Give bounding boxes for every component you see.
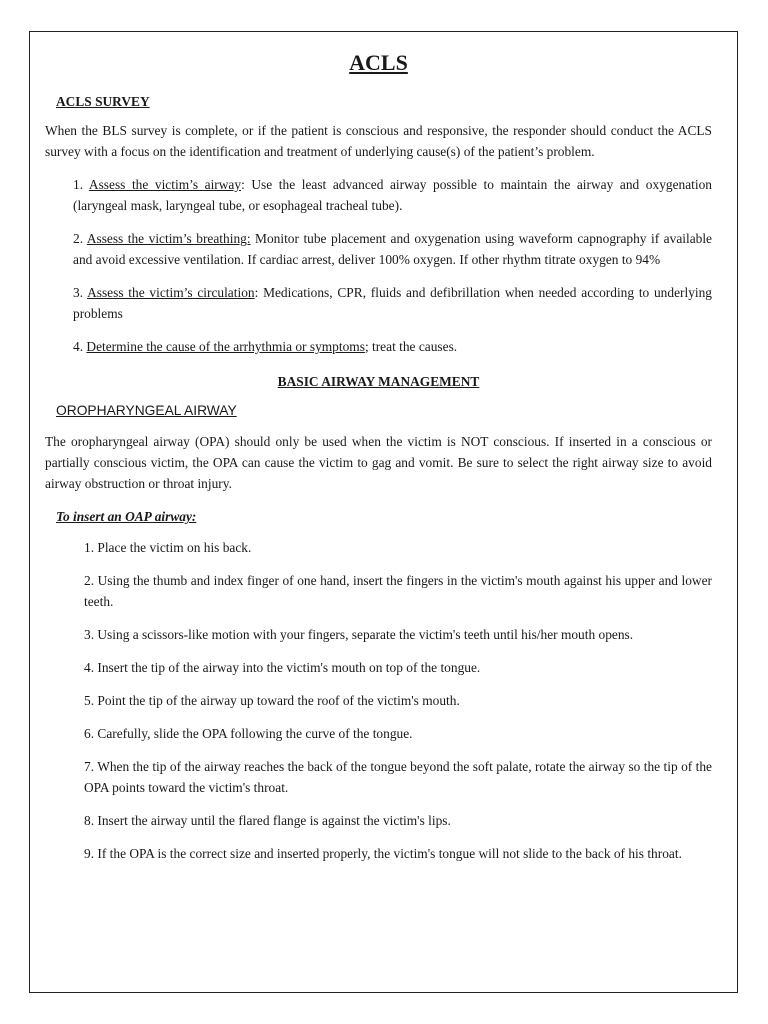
basic-airway-heading: BASIC AIRWAY MANAGEMENT bbox=[277, 374, 480, 389]
opa-step: 2. Using the thumb and index finger of one hand, insert the fingers in the victim's mouth against his upper and lower teeth. bbox=[84, 573, 712, 609]
oropharyngeal-heading: OROPHARYNGEAL AIRWAY bbox=[56, 403, 237, 418]
insert-opa-heading: To insert an OAP airway: bbox=[56, 509, 197, 524]
opa-step: 5. Point the tip of the airway up toward the roof of the victim's mouth. bbox=[84, 693, 460, 708]
acls-survey-intro: When the BLS survey is complete, or if the patient is conscious and responsive, the responder should conduct the ACLS survey with a focus on the identification and treatment of underlying cause(s) of the patient’s problem. bbox=[45, 123, 712, 159]
opa-step: 7. When the tip of the airway reaches the back of the tongue beyond the soft palate, rotate the airway so the tip of the OPA points toward the victim's throat. bbox=[84, 759, 712, 795]
survey-item bbox=[73, 174, 712, 216]
acls-survey-heading: ACLS SURVEY bbox=[56, 94, 150, 109]
survey-item bbox=[73, 336, 712, 357]
page-title: ACLS bbox=[349, 50, 408, 75]
opa-step: 3. Using a scissors-like motion with your fingers, separate the victim's teeth until his/her mouth opens. bbox=[84, 627, 634, 642]
survey-item-label: Assess the victim’s breathing: bbox=[86, 231, 251, 246]
opa-step: 4. Insert the tip of the airway into the victim's mouth on top of the tongue. bbox=[84, 660, 481, 675]
document-body bbox=[45, 48, 712, 876]
survey-item-text: : Medications, CPR, fluids and defibrillation when needed according to underlying problems bbox=[73, 285, 713, 321]
survey-item-label: Assess the victim’s airway bbox=[88, 177, 242, 192]
survey-item-number: 1. bbox=[73, 177, 84, 192]
opa-intro: The oropharyngeal airway (OPA) should only be used when the victim is NOT conscious. If inserted in a conscious or partially conscious victim, the OPA can cause the victim to gag and vomit. Be sure to select the right airway size to avoid airway obstruction or throat injury. bbox=[45, 434, 712, 491]
opa-step: 1. Place the victim on his back. bbox=[84, 540, 252, 555]
survey-item-text: : Use the least advanced airway possible to maintain the airway and oxygenation (laryngeal mask, laryngeal tube, or esophageal tracheal tube). bbox=[73, 177, 712, 213]
survey-item-number: 2. bbox=[73, 231, 84, 246]
opa-step: 9. If the OPA is the correct size and inserted properly, the victim's tongue will not slide to the back of his throat. bbox=[84, 846, 682, 861]
survey-item-text: ; treat the causes. bbox=[364, 339, 458, 354]
survey-item bbox=[73, 282, 712, 324]
survey-item-number: 4. bbox=[73, 339, 84, 354]
opa-step: 8. Insert the airway until the flared flange is against the victim's lips. bbox=[84, 813, 451, 828]
survey-item bbox=[73, 228, 712, 270]
survey-item-text: Monitor tube placement and oxygenation using waveform capnography if available and avoid excessive ventilation. If cardiac arrest, deliver 100% oxygen. If other rhythm titrate oxygen to 94% bbox=[73, 231, 713, 267]
survey-item-number: 3. bbox=[73, 285, 84, 300]
opa-step: 6. Carefully, slide the OPA following the curve of the tongue. bbox=[84, 726, 413, 741]
survey-item-label: Assess the victim’s circulation bbox=[87, 285, 255, 300]
survey-item-label: Determine the cause of the arrhythmia or symptoms bbox=[86, 339, 365, 354]
